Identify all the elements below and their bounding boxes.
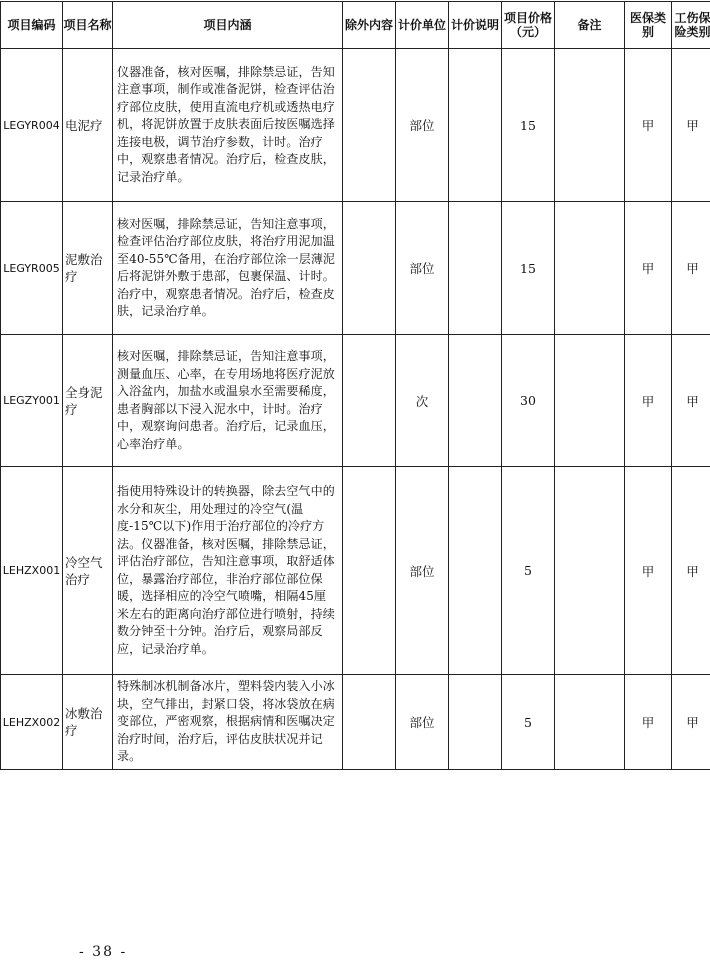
row-injury-insurance: 甲 (672, 49, 710, 202)
row-content: 特殊制冰机制备冰片，塑料袋内装入小冰块，空气排出，封紧口袋，将冰袋放在病变部位，严密观察，根据病情和医嘱决定治疗时间，治疗后，评估皮肤状况并记录。 (113, 675, 343, 770)
table-row (1, 467, 710, 675)
row-unit: 部位 (396, 49, 449, 202)
row-code: LEGYR005 (1, 202, 63, 335)
row-name: 冰敷治疗 (63, 675, 113, 770)
row-content: 指使用特殊设计的转换器，除去空气中的水分和灰尘，用处理过的冷空气(温度-15℃以下)作用于治疗部位的冷疗方法。仪器准备，核对医嘱，排除禁忌证，评估治疗部位，告知注意事项，取舒适体位，暴露治疗部位，非治疗部位部位保暖，选择相应的冷空气喷嘴，相隔45厘米左右的距离向治疗部位进行喷射，持续数分钟至十分钟。治疗后，观察局部反应，记录治疗单。 (113, 467, 343, 675)
row-medical-insurance: 甲 (625, 49, 672, 202)
row-note (449, 202, 502, 335)
row-medical-insurance: 甲 (625, 467, 672, 675)
table-header-row (1, 2, 710, 49)
row-price: 5 (502, 675, 555, 770)
row-price: 15 (502, 49, 555, 202)
row-price: 30 (502, 335, 555, 467)
row-medical-insurance: 甲 (625, 335, 672, 467)
table-row (1, 335, 710, 467)
header-exclude: 除外内容 (343, 2, 396, 49)
row-code: LEHZX002 (1, 675, 63, 770)
row-name: 全身泥疗 (63, 335, 113, 467)
row-content: 核对医嘱，排除禁忌证，告知注意事项，测量血压、心率，在专用场地将医疗泥放入浴盆内，加盐水或温泉水至需要稀度，患者胸部以下浸入泥水中，计时。治疗中，观察询问患者。治疗后，记录血压，心率治疗单。 (113, 335, 343, 467)
row-medical-insurance: 甲 (625, 202, 672, 335)
page-number: - 38 - (79, 944, 128, 960)
header-name: 项目名称 (63, 2, 113, 49)
row-remark (555, 49, 625, 202)
header-injury-insurance: 工伤保险类别 (672, 2, 710, 49)
row-remark (555, 335, 625, 467)
row-injury-insurance: 甲 (672, 202, 710, 335)
row-price: 5 (502, 467, 555, 675)
row-remark (555, 202, 625, 335)
table-row (1, 49, 710, 202)
row-remark (555, 467, 625, 675)
row-name: 泥敷治疗 (63, 202, 113, 335)
header-remark: 备注 (555, 2, 625, 49)
row-code: LEGZY001 (1, 335, 63, 467)
row-injury-insurance: 甲 (672, 335, 710, 467)
row-exclude (343, 675, 396, 770)
row-note (449, 675, 502, 770)
row-name: 冷空气治疗 (63, 467, 113, 675)
row-unit: 部位 (396, 202, 449, 335)
row-exclude (343, 335, 396, 467)
row-unit: 次 (396, 335, 449, 467)
table-row (1, 202, 710, 335)
row-medical-insurance: 甲 (625, 675, 672, 770)
row-name: 电泥疗 (63, 49, 113, 202)
row-price: 15 (502, 202, 555, 335)
row-unit: 部位 (396, 675, 449, 770)
row-note (449, 335, 502, 467)
row-injury-insurance: 甲 (672, 675, 710, 770)
row-note (449, 467, 502, 675)
row-remark (555, 675, 625, 770)
header-medical-insurance: 医保类别 (625, 2, 672, 49)
fee-table (0, 1, 710, 770)
row-content: 核对医嘱，排除禁忌证，告知注意事项，检查评估治疗部位皮肤，将治疗用泥加温至40-55℃备用，在治疗部位涂一层薄泥后将泥饼外敷于患部，包裹保温、计时。治疗中，观察患者情况。治疗后，检查皮肤，记录治疗单。 (113, 202, 343, 335)
row-content: 仪器准备，核对医嘱，排除禁忌证，告知注意事项，制作或准备泥饼，检查评估治疗部位皮肤，使用直流电疗机或透热电疗机，将泥饼放置于皮肤表面后按医嘱选择连接电极，调节治疗参数，计时。治疗中，观察患者情况。治疗后，检查皮肤，记录治疗单。 (113, 49, 343, 202)
row-exclude (343, 49, 396, 202)
row-injury-insurance: 甲 (672, 467, 710, 675)
table-row (1, 675, 710, 770)
header-content: 项目内涵 (113, 2, 343, 49)
row-code: LEGYR004 (1, 49, 63, 202)
header-unit: 计价单位 (396, 2, 449, 49)
header-note: 计价说明 (449, 2, 502, 49)
row-exclude (343, 467, 396, 675)
header-code: 项目编码 (1, 2, 63, 49)
row-code: LEHZX001 (1, 467, 63, 675)
row-note (449, 49, 502, 202)
header-price: 项目价格（元） (502, 2, 555, 49)
row-unit: 部位 (396, 467, 449, 675)
row-exclude (343, 202, 396, 335)
